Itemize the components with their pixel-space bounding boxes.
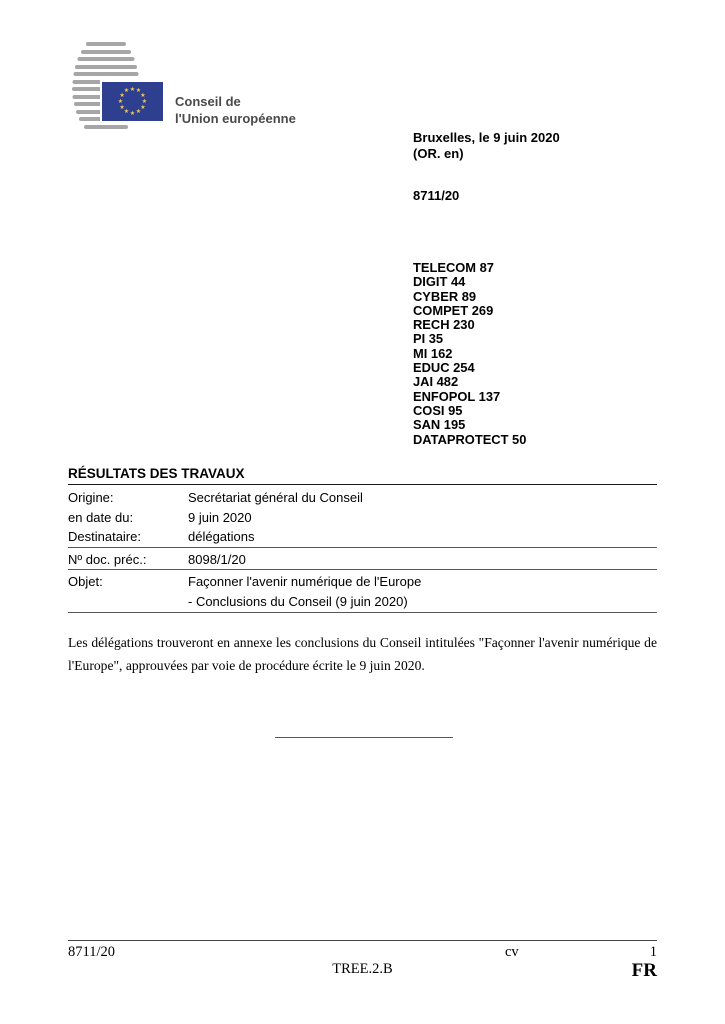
row-label: Nº doc. préc.: bbox=[68, 551, 147, 567]
row-label: Objet: bbox=[68, 574, 103, 589]
subject-code: PI 35 bbox=[413, 331, 444, 347]
footer-row-1 bbox=[68, 944, 657, 961]
row-value: 8098/1/20 bbox=[188, 551, 246, 567]
eu-star-icon: ★ bbox=[119, 104, 125, 111]
table-row bbox=[68, 550, 657, 570]
original-language: (OR. en) bbox=[413, 146, 464, 161]
subject-code: DIGIT 44 bbox=[413, 274, 466, 290]
council-eu-logo bbox=[68, 40, 368, 135]
subject-code: MI 162 bbox=[413, 345, 453, 361]
eu-star-icon: ★ bbox=[140, 104, 146, 111]
footer-language: FR bbox=[631, 960, 657, 981]
header-date-block bbox=[413, 130, 560, 162]
subject-code: CYBER 89 bbox=[413, 288, 477, 304]
eu-star-icon: ★ bbox=[135, 88, 142, 95]
subject-code: DATAPROTECT 50 bbox=[413, 431, 527, 447]
table-row bbox=[68, 527, 657, 547]
row-value: délégations bbox=[188, 529, 255, 544]
eu-star-icon: ★ bbox=[135, 108, 142, 115]
footer-unit: TREE.2.B bbox=[332, 961, 393, 977]
row-value: Façonner l'avenir numérique de l'Europe bbox=[188, 574, 422, 589]
footer-row-2 bbox=[68, 961, 657, 983]
subject-codes-list bbox=[413, 261, 526, 447]
eu-star-icon: ★ bbox=[129, 86, 136, 93]
document-number: 8711/20 bbox=[413, 188, 460, 203]
eu-flag-icon bbox=[100, 80, 165, 123]
eu-star-icon: ★ bbox=[140, 92, 146, 99]
results-heading: RÉSULTATS DES TRAVAUX bbox=[68, 465, 657, 485]
subject-code: TELECOM 87 bbox=[413, 260, 494, 275]
row-label: Destinataire: bbox=[68, 529, 141, 544]
eu-star-icon: ★ bbox=[129, 110, 136, 117]
table-row bbox=[68, 572, 657, 592]
subject-code: JAI 482 bbox=[413, 374, 459, 390]
footer-page-number: 1 bbox=[649, 944, 657, 960]
footer-drafter-initials: cv bbox=[505, 944, 519, 960]
row-value: Secrétariat général du Conseil bbox=[188, 490, 363, 505]
results-group-subject bbox=[68, 570, 657, 613]
place-date: Bruxelles, le 9 juin 2020 bbox=[413, 130, 560, 145]
subject-code: COMPET 269 bbox=[413, 302, 494, 318]
subject-code: RECH 230 bbox=[413, 317, 475, 333]
eu-star-icon: ★ bbox=[141, 98, 148, 105]
subject-code: SAN 195 bbox=[413, 417, 466, 433]
table-row bbox=[68, 488, 657, 508]
row-label: Origine: bbox=[68, 490, 114, 505]
eu-star-icon: ★ bbox=[123, 88, 130, 95]
eu-star-icon: ★ bbox=[123, 108, 130, 115]
row-value: 9 juin 2020 bbox=[188, 509, 252, 525]
subject-code: ENFOPOL 137 bbox=[413, 388, 501, 404]
results-table bbox=[68, 465, 657, 613]
institution-name-line2: l'Union européenne bbox=[175, 111, 296, 126]
body-paragraph: Les délégations trouveront en annexe les conclusions du Conseil intitulées "Façonner l'avenir numérique de l'Europe", approuvées par voie de procédure écrite le 9 juin 2020. bbox=[68, 635, 657, 673]
institution-name-line1: Conseil de bbox=[175, 94, 241, 109]
row-label bbox=[68, 592, 188, 612]
eu-star-icon: ★ bbox=[119, 92, 125, 99]
eu-star-icon: ★ bbox=[117, 98, 124, 105]
subject-code: EDUC 254 bbox=[413, 360, 475, 376]
table-row bbox=[68, 592, 657, 612]
institution-name bbox=[175, 93, 296, 127]
results-group-prev-doc bbox=[68, 548, 657, 571]
row-label: en date du: bbox=[68, 509, 134, 525]
footer-doc-number: 8711/20 bbox=[68, 944, 115, 960]
results-group-origin bbox=[68, 485, 657, 548]
table-row bbox=[68, 508, 657, 528]
subject-code: COSI 95 bbox=[413, 402, 463, 418]
row-value: - Conclusions du Conseil (9 juin 2020) bbox=[188, 593, 408, 609]
separator-rule bbox=[275, 737, 453, 738]
page-footer bbox=[68, 940, 657, 983]
